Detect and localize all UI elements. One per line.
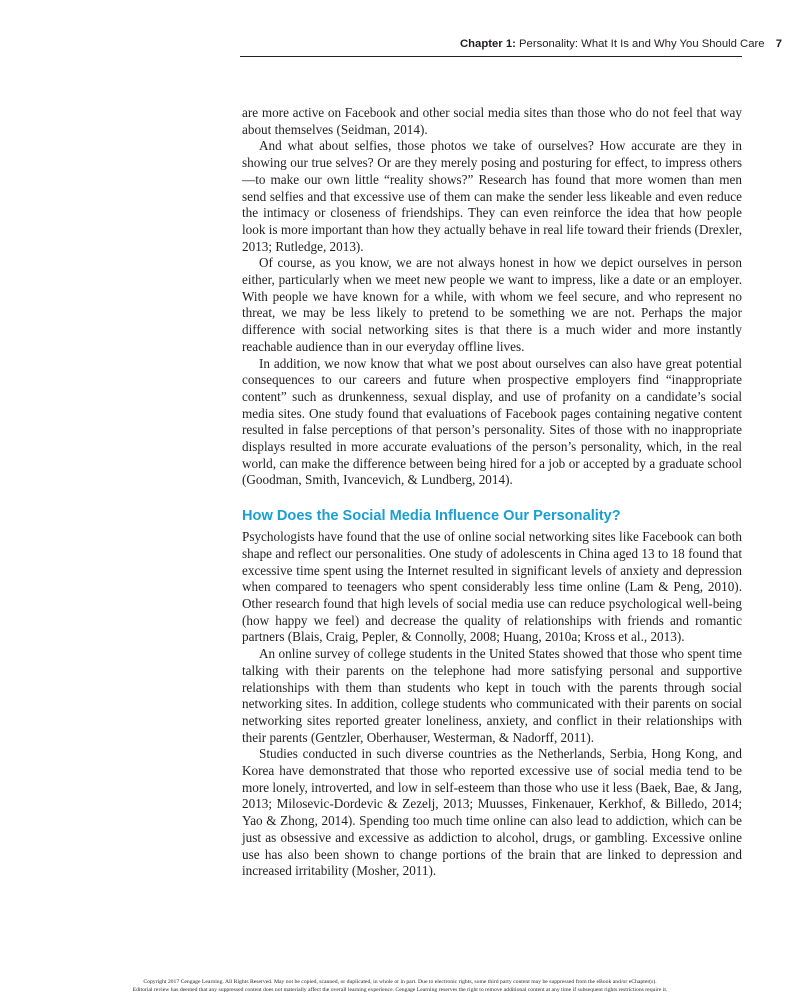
paragraph-honesty: Of course, as you know, we are not always honest in how we depict ourselves in person either, particularly when we meet new people we want to impress, like a date or an employer. With people we have known for a while, with whom we feel secure, and who represent no threat, we may be less likely to pretend to be something we are not. Perhaps the major difference with social networking sites is that there is a much wider and more instantly reachable audience than in our everyday offline lives. — [242, 255, 742, 354]
paragraph-employers: In addition, we now know that what we post about ourselves can also have great potential consequences to our careers and future when prospective employers find “inappropriate content” such as drunkenness, sexual display, and use of profanity on a candidate’s social media sites. One study found that evaluations of Facebook pages containing negative content resulted in false perceptions of that person’s personality. Sites of those with no inappropriate displays resulted in more accurate evaluations of the person’s personality, which, in the real world, can make the difference between being hired for a job or accepted by a graduate school (Goodman, Smith, Ivancevich, & Lundberg, 2014). — [242, 355, 742, 488]
section-heading: How Does the Social Media Influence Our Personality? — [242, 508, 621, 525]
page-number: 7 — [775, 38, 782, 50]
page-body — [242, 105, 742, 880]
running-head — [460, 38, 782, 50]
chapter-label: Chapter 1: — [460, 38, 516, 50]
paragraph-continued: are more active on Facebook and other social media sites than those who do not feel that way about themselves (Seidman, 2014). — [242, 105, 742, 137]
header-rule — [240, 56, 742, 57]
copyright-line-2: Editorial review has deemed that any suppressed content does not materially affect the overall learning experience. Cengage Learning reserves the right to remove additional content at any time if subsequent rights restrictions require it. — [132, 987, 668, 993]
chapter-title: Personality: What It Is and Why You Should Care — [519, 38, 765, 50]
copyright-line-1: Copyright 2017 Cengage Learning. All Rights Reserved. May not be copied, scanned, or duplicated, in whole or in part. Due to electronic rights, some third party content may be suppressed from the eBook and/or eChapter(s). — [143, 979, 657, 985]
paragraph-studies: Studies conducted in such diverse countries as the Netherlands, Serbia, Hong Kong, and Korea have demonstrated that those who reported excessive use of social media tend to be more lonely, introverted, and low in self-esteem than those who use it less (Baek, Bae, & Jang, 2013; Milosevic-Dordevic & Zezelj, 2013; Muusses, Finkenauer, Kerkhof, & Billedo, 2014; Yao & Zhong, 2014). Spending too much time online can also lead to addiction, which can be just as obsessive and excessive as addiction to alcohol, drugs, or gambling. Excessive online use has also been shown to change portions of the brain that are linked to depression and increased irritability (Mosher, 2011). — [242, 746, 742, 879]
copyright-footer — [0, 978, 800, 994]
paragraph-psychologists: Psychologists have found that the use of online social networking sites like Facebook can both shape and reflect our personalities. One study of adolescents in China aged 13 to 18 found that excessive time spent using the Internet resulted in significant levels of anxiety and depression when compared to teenagers who spent considerably less time online (Lam & Peng, 2010). Other research found that high levels of social media use can reduce psychological well-being (how happy we feel) and decrease the quality of relationships with friends and romantic partners (Blais, Craig, Pepler, & Connolly, 2008; Huang, 2010a; Kross et al., 2013). — [242, 529, 742, 645]
paragraph-selfies: And what about selfies, those photos we take of ourselves? How accurate are they in showing our true selves? Or are they merely posing and posturing for effect, to impress others—to make our own little “reality shows?” Research has found that more women than men send selfies and that excessive use of them can make the sender less likeable and even reduce the intimacy or closeness of friendships. They can even reinforce the idea that how people look is more important than how they actually behave in real life toward their friends (Drexler, 2013; Rutledge, 2013). — [242, 138, 742, 254]
paragraph-survey: An online survey of college students in the United States showed that those who spent time talking with their parents on the telephone had more satisfying personal and supportive relationships with them than students who kept in touch with the parents through social networking sites. In addition, college students who communicated with their parents on social networking sites reported greater loneliness, anxiety, and conflict in their relationships with their parents (Gentzler, Oberhauser, Westerman, & Nadorff, 2011). — [242, 646, 742, 745]
